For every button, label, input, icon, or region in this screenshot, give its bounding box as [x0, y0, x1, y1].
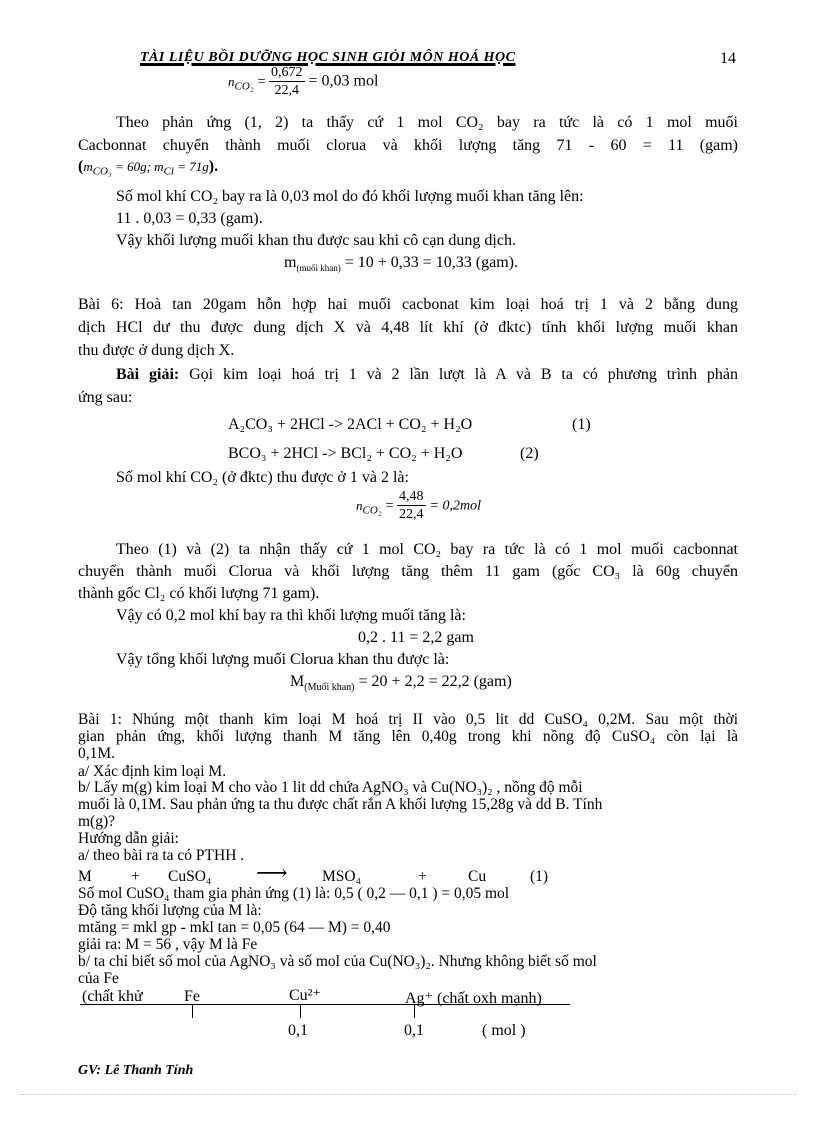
- bai1-line16: của Fe: [78, 970, 119, 987]
- bai6-solution-line1: Bài giải: Gọi kim loại hoá trị 1 và 2 lần lượt là A và B ta có phương trình phản: [116, 366, 738, 383]
- bai1-line2: gian phản ứng, khối lượng thanh M tăng lên 0,40g trong khi nồng độ CuSO₄ còn lại là: [78, 728, 738, 745]
- footer-author: GV: Lê Thanh Tính: [78, 1063, 194, 1078]
- axis-label-fe: Fe: [184, 988, 200, 1005]
- bai6-para-line2: chuyển thành muối Clorua và khối lượng tăng thêm 11 gam (gốc CO₃ là 60g chuyển: [78, 563, 738, 580]
- bai6-para-line5: 0,2 . 11 = 2,2 gam: [358, 629, 474, 646]
- equation-2: BCO₃ + 2HCl -> BCl₂ + CO₂ + H₂O: [228, 445, 463, 462]
- bai6-para-line7: $M_{(Muối khan)} = 20 + 2,2 = 22,2$ (gam): [290, 673, 512, 694]
- mol-co2-line: Số mol khí CO₂ (ở đktc) thu được ở 1 và 2 là:: [116, 469, 409, 486]
- bai1-line14: giải ra: M = 56 , vậy M là Fe: [78, 936, 258, 953]
- page-header-title: TÀI LIỆU BỒI DƯỠNG HỌC SINH GIỎI MÔN HOÁ HỌC: [140, 50, 516, 65]
- pthh-m: M: [78, 868, 92, 885]
- p1-line1: Theo phản ứng (1, 2) ta thấy cứ 1 mol CO₂ bay ra tức là có 1 mol muối: [116, 114, 738, 131]
- bai1-line3: 0,1M.: [78, 745, 116, 762]
- bai1-line13: mtăng = mkl gp - mkl tan = 0,05 (64 — M) = 0,40: [78, 919, 391, 936]
- p1-line2: Cacbonnat chuyển thành muối clorua và khối lượng tăng 71 - 60 = 11 (gam): [78, 137, 738, 154]
- bai1-line12: Độ tăng khối lượng của M là:: [78, 902, 262, 919]
- axis-unit: ( mol ): [482, 1022, 526, 1039]
- axis-label-cu: Cu²⁺: [289, 987, 321, 1004]
- bai1-line11: Số mol CuSO₄ tham gia phản ứng (1) là: 0,5 ( 0,2 — 0,1 ) = 0,05 mol: [78, 885, 510, 902]
- axis-tick-cu: [300, 1004, 301, 1018]
- pthh-cu: Cu: [468, 868, 487, 885]
- bai6-line1: Bài 6: Hoà tan 20gam hỗn hợp hai muối cacbonat kim loại hoá trị 1 và 2 bằng dung: [78, 296, 738, 313]
- bai1-line8: Hướng dẫn giải:: [78, 830, 179, 847]
- p2-line1: Số mol khí CO₂ bay ra là 0,03 mol do đó khối lượng muối khan tăng lên:: [116, 188, 584, 205]
- pthh-cuso4: CuSO₄: [168, 868, 212, 885]
- formula-nco2-2: $n_{CO_2}$ = $\frac{4,48}{22,4}$ = 0,2mol: [356, 489, 481, 522]
- pthh-plus2: +: [418, 868, 427, 885]
- formula-nco2: $n_{CO_2}$ = $\frac{0,672}{22,4}$ = 0,03 mol: [228, 65, 379, 98]
- axis-value-cu: 0,1: [288, 1022, 308, 1039]
- bai1-line7: m(g)?: [78, 813, 116, 830]
- bai6-para-line3: thành gốc Cl₂ có khối lượng 71 gam).: [78, 585, 320, 602]
- pthh-arrow: ⟶: [256, 860, 288, 885]
- bai1-line15: b/ ta chỉ biết số mol của AgNO₃ và số mol của Cu(NO₃)₂. Nhưng không biết số mol: [78, 953, 597, 970]
- bai1-line9: a/ theo bài ra ta có PTHH .: [78, 847, 245, 864]
- bai6-para-line6: Vậy tổng khối lượng muối Clorua khan thu được là:: [116, 651, 450, 668]
- pthh-plus1: +: [131, 868, 140, 885]
- equation-1-number: (1): [572, 416, 591, 433]
- page-number: 14: [720, 50, 736, 67]
- bai6-solution-line2: ứng sau:: [78, 389, 133, 406]
- p2-line3: Vậy khối lượng muối khan thu được sau khi cô cạn dung dịch.: [116, 232, 516, 249]
- bai6-line3: thu được ở dung dịch X.: [78, 342, 235, 359]
- axis-value-ag: 0,1: [404, 1022, 424, 1039]
- bai1-line1: Bài 1: Nhúng một thanh kim loại M hoá trị II vào 0,5 lit dd CuSO₄ 0,2M. Sau một thời: [78, 711, 738, 728]
- pthh-mso4: MSO₄: [322, 868, 361, 885]
- bai6-para-line4: Vậy có 0,2 mol khí bay ra thì khối lượng muối tăng là:: [116, 607, 466, 624]
- equation-1: A₂CO₃ + 2HCl -> 2ACl + CO₂ + H₂O: [228, 416, 473, 433]
- bai6-para-line1: Theo (1) và (2) ta nhận thấy cứ 1 mol CO₂ bay ra tức là có 1 mol muối cacbonnat: [116, 541, 738, 558]
- axis-tick-fe: [192, 1004, 193, 1018]
- p1-line3: ($m_{CO_3} = 60g$; $m_{Cl} = 71g$).: [78, 158, 219, 178]
- p2-line4: $m_{(muối khan)} = 10 + 0,33 = 10,33$ (gam).: [284, 254, 518, 274]
- equation-2-number: (2): [520, 445, 539, 462]
- p2-line2: 11 . 0,03 = 0,33 (gam).: [116, 210, 263, 227]
- bai1-line5: b/ Lấy m(g) kim loại M cho vào 1 lit dd chứa AgNO₃ và Cu(NO₃)₂ , nồng độ mỗi: [78, 779, 583, 796]
- axis-label-ag: Ag⁺ (chất oxh mạnh): [405, 990, 542, 1007]
- pthh-number: (1): [530, 868, 549, 885]
- bai6-line2: dịch HCl dư thu được dung dịch X và 4,48 lít khí (ở đktc) tính khối lượng muối khan: [78, 319, 738, 336]
- axis-label-left: (chất khử: [82, 988, 143, 1005]
- bai1-line6: muối là 0,1M. Sau phản ứng ta thu được chất rắn A khối lượng 15,28g và dd B. Tính: [78, 796, 603, 813]
- footer-divider: [20, 1094, 796, 1095]
- bai1-line4: a/ Xác định kim loại M.: [78, 763, 227, 780]
